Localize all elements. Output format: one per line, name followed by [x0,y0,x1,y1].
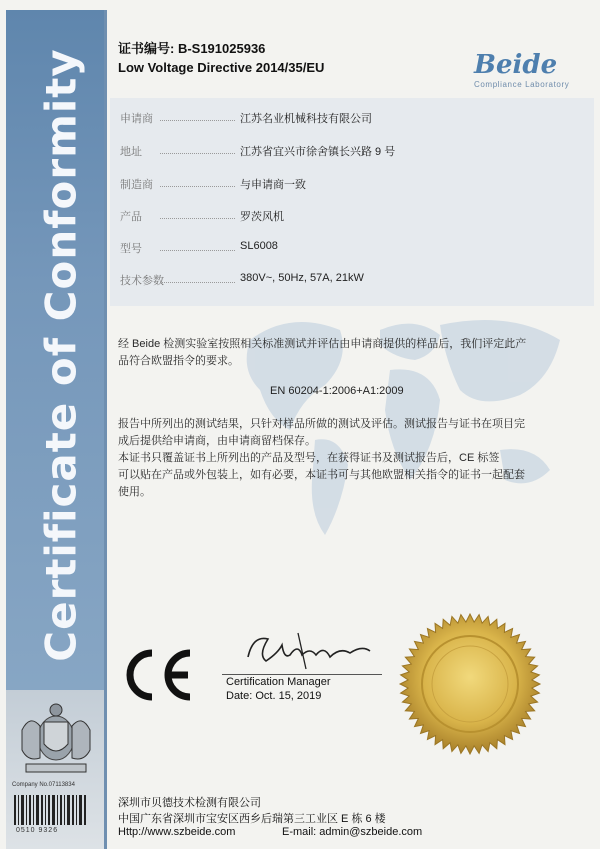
issue-date: Date: Oct. 15, 2019 [226,690,322,702]
note-line: 报告中所列出的测试结果，只针对样品所做的测试及评估。测试报告与证书在项目完 [118,418,525,430]
field-value: 江苏省宜兴市徐舍镇长兴路 9 号 [240,146,396,158]
certificate-title: Certificate of Conformity [36,48,86,662]
gold-seal-icon [398,612,542,756]
dotted-leader [160,153,235,154]
note-line: 成后提供给申请商，由申请商留档保存。 [118,435,316,447]
dotted-leader [160,120,235,121]
field-label: 型号 [120,243,142,255]
field-value: 380V~, 50Hz, 57A, 21kW [240,272,364,284]
note-line: 可以贴在产品或外包装上，如有必要，本证书可与其他欧盟相关指令的证书一起配套 [118,469,525,481]
field-value: 与申请商一致 [240,179,306,191]
footer-address: 中国广东省深圳市宝安区西乡后瑞第三工业区 E 栋 6 楼 [118,813,386,825]
company-number: Company No.07113834 [12,782,75,788]
band-divider [104,10,107,849]
field-label: 地址 [120,146,142,158]
coat-of-arms-icon [12,700,100,778]
field-value: 罗茨风机 [240,211,284,223]
intro-line: 经 Beide 检测实验室按照相关标准测试并评估由申请商提供的样品后，我们评定此产 [118,338,527,350]
standard-reference: EN 60204-1:2006+A1:2009 [270,385,404,397]
dotted-leader [160,250,235,251]
logo-subtitle: Compliance Laboratory [474,80,570,89]
intro-line: 品符合欧盟指令的要求。 [118,355,239,367]
barcode-icon [14,795,86,825]
directive-title: Low Voltage Directive 2014/35/EU [118,60,325,75]
barcode-number: 0510 9326 [16,827,59,834]
left-blue-band [6,10,104,690]
certificate-number: 证书编号: B-S191025936 [118,41,266,56]
field-value: SL6008 [240,240,278,252]
field-label: 技术参数 [120,275,164,287]
note-line: 本证书只覆盖证书上所列出的产品及型号，在获得证书及测试报告后，CE 标签 [118,452,500,464]
signer-title: Certification Manager [226,676,331,688]
footer-website: Http://www.szbeide.com [118,826,236,838]
footer-company-name: 深圳市贝德技术检测有限公司 [118,797,261,809]
signature-icon [238,625,378,675]
notes-paragraph [118,416,586,501]
field-value: 江苏名业机械科技有限公司 [240,113,372,125]
ce-mark-icon [120,645,200,705]
field-label: 产品 [120,211,142,223]
note-line: 使用。 [118,486,151,498]
field-label: 申请商 [120,113,153,125]
dotted-leader [160,218,235,219]
signature-line [222,674,382,675]
field-label: 制造商 [120,179,153,191]
beide-logo: Beide [474,50,558,80]
dotted-leader [160,282,235,283]
footer-email: E-mail: admin@szbeide.com [282,826,423,838]
intro-paragraph [118,336,586,370]
dotted-leader [160,186,235,187]
